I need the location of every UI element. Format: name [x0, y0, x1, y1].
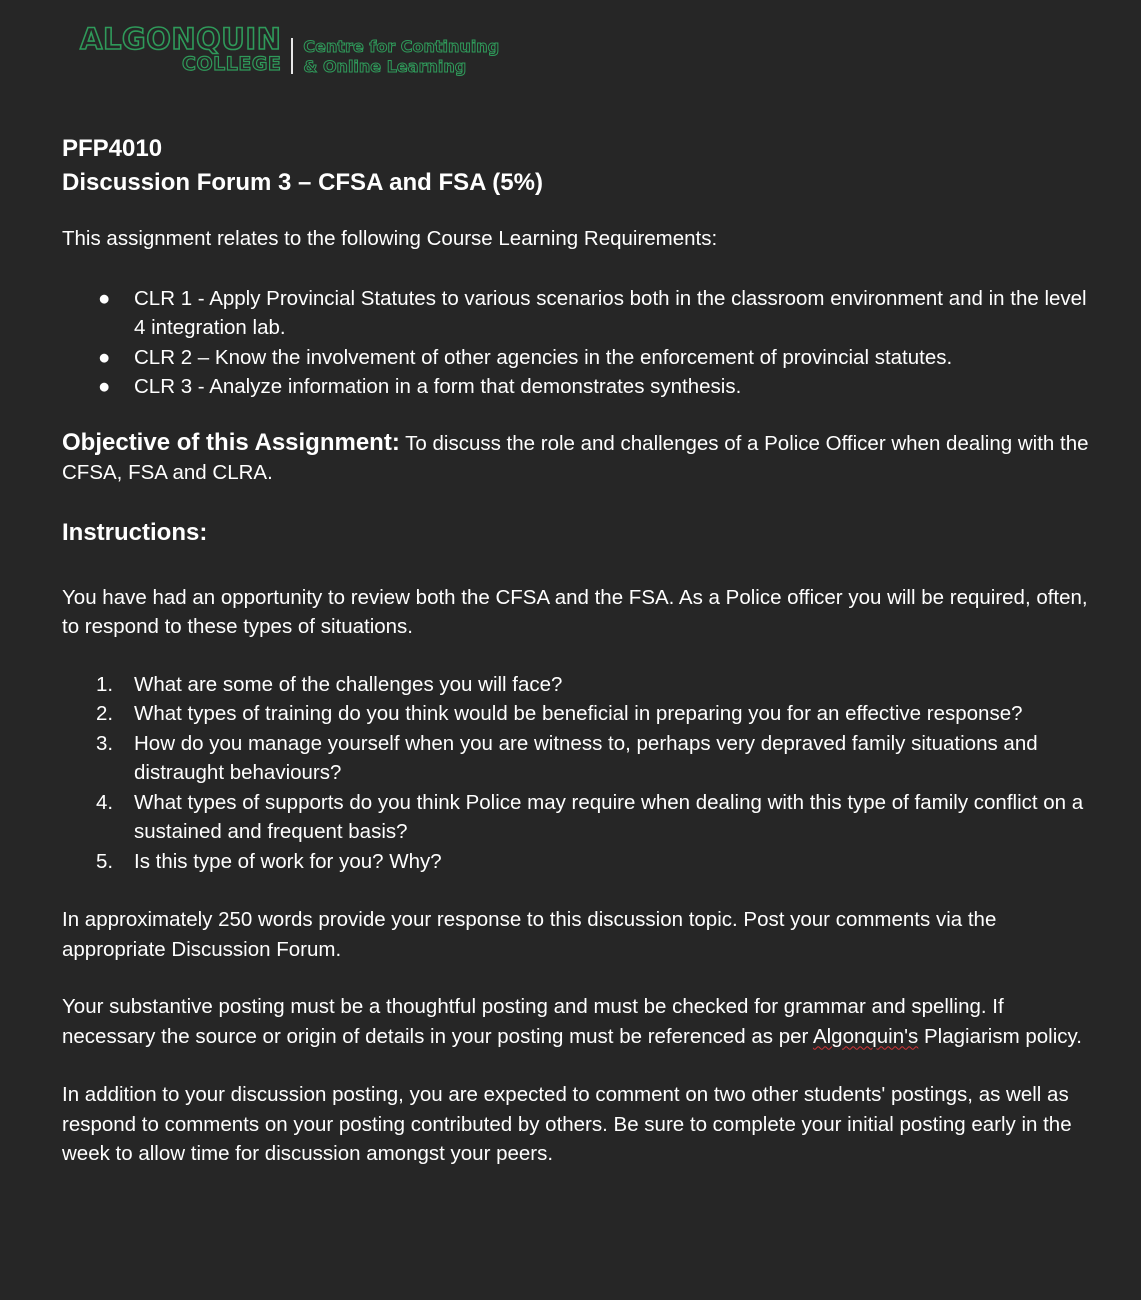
- question-number: 2.: [96, 702, 114, 725]
- objective-text: To discuss the role and challenges of a Police Officer when dealing with the CFSA, FSA and CLRA.: [62, 431, 1089, 484]
- bullet-icon: ●: [98, 375, 111, 398]
- list-item: [62, 343, 1102, 373]
- logo-wordmark: [80, 24, 281, 74]
- question-text: What are some of the challenges you will face?: [134, 672, 563, 696]
- question-text: What types of supports do you think Police may require when dealing with this type of family conflict on a sustained and frequent basis?: [134, 790, 1084, 843]
- list-item: [62, 372, 1102, 402]
- college-logo: [80, 24, 499, 82]
- list-item: [62, 284, 1102, 343]
- question-number: 1.: [96, 672, 114, 696]
- question-text: What types of training do you think would be beneficial in preparing you for an effective response?: [134, 702, 1023, 725]
- question-text: Is this type of work for you? Why?: [134, 849, 442, 873]
- instructions-heading: Instructions:: [62, 518, 208, 546]
- question-number: 4.: [96, 790, 114, 814]
- question-text: How do you manage yourself when you are witness to, perhaps very depraved family situations and distraught behaviours?: [134, 731, 1038, 784]
- course-code: PFP4010: [62, 135, 163, 162]
- objective-label: Objective of this Assignment:: [62, 428, 400, 456]
- clr-text: CLR 3 - Analyze information in a form that demonstrates synthesis.: [134, 375, 742, 398]
- grammar-text-after: Plagiarism policy.: [918, 1024, 1082, 1048]
- intro-text: This assignment relates to the following Course Learning Requirements:: [62, 227, 718, 250]
- objective-paragraph: [62, 428, 1102, 488]
- grammar-text-before: Your substantive posting must be a thoughtful posting and must be checked for grammar and spelling. If necessary the source or origin of details in your posting must be referenced as per: [62, 995, 1004, 1048]
- clr-list: [62, 284, 1102, 402]
- logo-college: COLLEGE: [182, 53, 282, 75]
- page-title: Discussion Forum 3 – CFSA and FSA (5%): [62, 169, 543, 196]
- clr-text: CLR 1 - Apply Provincial Statutes to various scenarios both in the classroom environment and in the level 4 integration lab.: [134, 286, 1087, 339]
- clr-text: CLR 2 – Know the involvement of other agencies in the enforcement of provincial statutes.: [134, 345, 953, 369]
- logo-subtitle: [303, 37, 499, 77]
- document-body: [62, 132, 1102, 1169]
- instructions-intro: You have had an opportunity to review both the CFSA and the FSA. As a Police officer you will be required, often, to respond to these types of situations.: [62, 585, 1088, 638]
- logo-name: ALGONQUIN: [80, 22, 282, 56]
- logo-sub-line1: Centre for Continuing: [303, 37, 500, 56]
- list-item: [62, 847, 1102, 877]
- list-item: [62, 670, 1102, 700]
- peer-comment-paragraph: In addition to your discussion posting, you are expected to comment on two other students' postings, as well as respond to comments on your posting contributed by others. Be sure to complete your initial posting early in the week to allow time for discussion amongst your peers.: [62, 1083, 1072, 1165]
- questions-list: [62, 670, 1102, 877]
- spellcheck-flagged-word: Algonquin's: [812, 1024, 919, 1048]
- grammar-paragraph: [62, 992, 1102, 1051]
- question-number: 5.: [96, 849, 114, 873]
- word-count-paragraph: In approximately 250 words provide your response to this discussion topic. Post your comments via the appropriate Discussion Forum.: [62, 908, 997, 961]
- logo-sub-line2: & Online Learning: [303, 57, 467, 76]
- list-item: [62, 729, 1102, 788]
- bullet-icon: ●: [98, 286, 111, 310]
- question-number: 3.: [96, 731, 114, 755]
- bullet-icon: ●: [98, 345, 111, 369]
- list-item: [62, 788, 1102, 847]
- list-item: [62, 699, 1102, 729]
- logo-divider: [291, 38, 293, 74]
